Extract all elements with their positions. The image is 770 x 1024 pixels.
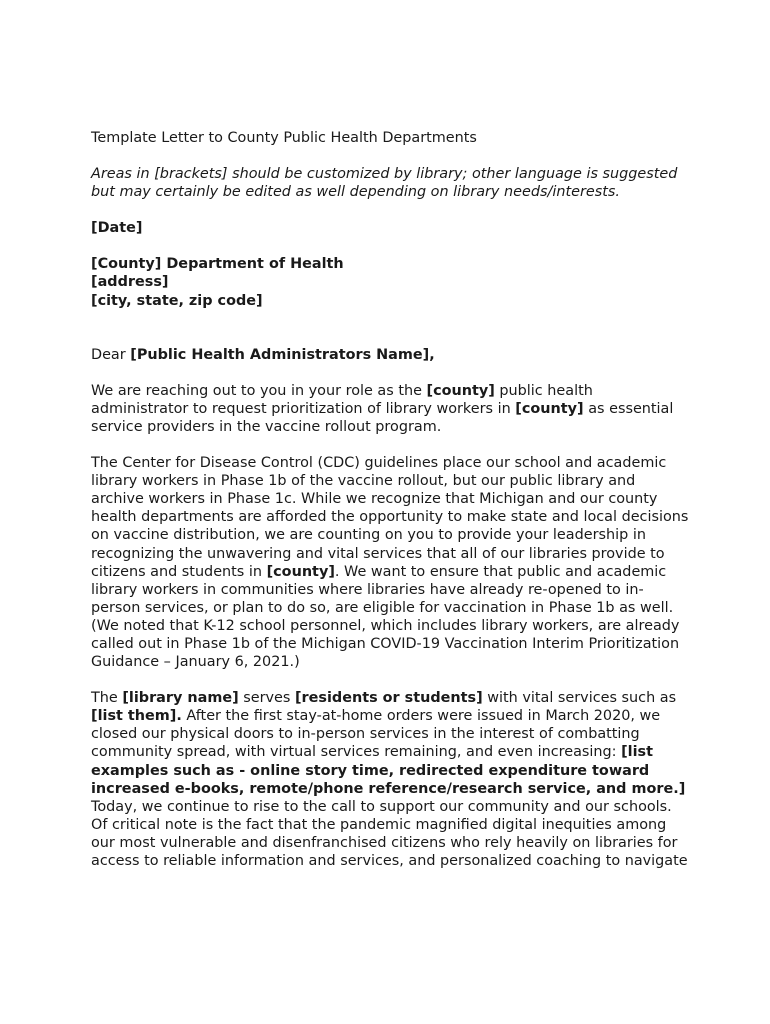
instructions-note: Areas in [brackets] should be customized by library; other language is suggested but may certainly be edited as well depending on library needs/interests.: [91, 166, 678, 201]
salutation-prefix: Dear: [91, 346, 131, 363]
p3-text-a: The: [91, 690, 123, 707]
address-line-street: [address]: [91, 274, 169, 291]
paragraph-cdc-guidelines: [91, 454, 691, 671]
p1-text-c: public health administrator to request prioritization of library workers in: [91, 382, 593, 417]
p1-county-placeholder-2: [county]: [515, 400, 584, 417]
paragraph-request: [91, 382, 691, 436]
date-placeholder: [Date]: [91, 220, 143, 237]
letter-body: [91, 129, 691, 888]
p3-library-name-placeholder: [library name]: [122, 690, 239, 707]
p3-examples-placeholder: [list examples such as - online story time, redirected expenditure toward increased e-books, remote/phone reference/research service, and more.]: [91, 744, 686, 797]
address-line-city: [city, state, zip code]: [91, 292, 263, 309]
p1-text-a: We are reaching out to you in your role as the: [91, 382, 427, 399]
p2-county-placeholder: [county]: [266, 563, 335, 580]
p3-text-e: with vital services such as: [482, 690, 677, 707]
p3-text-c: serves: [238, 690, 295, 707]
salutation: [91, 346, 691, 364]
p3-list-placeholder: [list them].: [91, 708, 182, 725]
address-line-department: [County] Department of Health: [91, 256, 344, 273]
p1-county-placeholder: [county]: [426, 382, 495, 399]
p2-text-c: . We want to ensure that public and academic library workers in communities where libraries have already re-opened to in-person services, or plan to do so, are eligible for vaccination in Phase 1b as well. (We noted that K-12 school personnel, which includes library workers, are already called out in Phase 1b of the Michigan COVID-19 Vaccination Interim Prioritization Guidance – January 6, 2021.): [91, 563, 680, 671]
recipient-address: [91, 255, 691, 309]
p3-residents-placeholder: [residents or students]: [294, 690, 483, 707]
p2-text-a: The Center for Disease Control (CDC) guidelines place our school and academic library workers in Phase 1b of the vaccine rollout, but our public library and archive workers in Phase 1c. While we recognize that Michigan and our county health departments are afforded the opportunity to make state and local decisions on vaccine distribution, we are counting on you to provide your leadership in recognizing the unwavering and vital services that all of our libraries provide to citizens and students in: [91, 455, 689, 580]
salutation-name: [Public Health Administrators Name],: [130, 346, 435, 363]
p1-text-e: as essential service providers in the vaccine rollout program.: [91, 400, 674, 435]
p3-text-g: After the first stay-at-home orders were issued in March 2020, we closed our physical doors to in-person services in the interest of combatting community spread, with virtual services remaining, and even increasing:: [91, 708, 661, 761]
p3-text-i: Today, we continue to rise to the call to support our community and our schools. Of critical note is the fact that the pandemic magnified digital inequities among our most vulnerable and disenfranchised citizens who rely heavily on libraries for access to reliable information and services, and personalized coaching to navigate: [91, 798, 688, 869]
paragraph-library-services: [91, 689, 691, 870]
document-title: Template Letter to County Public Health Departments: [91, 130, 477, 146]
